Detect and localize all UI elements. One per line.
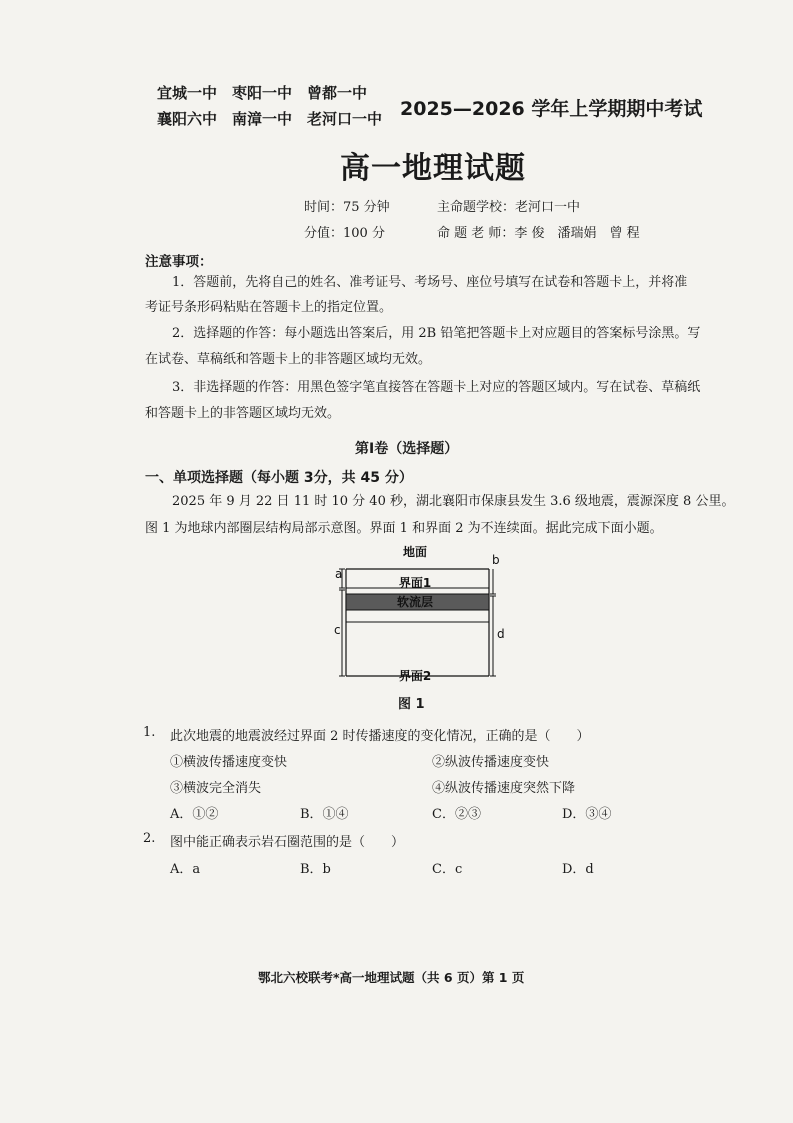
question-1-option-a: A．①② — [170, 807, 219, 822]
earth-layers-diagram — [326, 544, 516, 682]
notes-heading: 注意事项： — [145, 254, 213, 270]
range-c-letter: c — [334, 623, 341, 637]
exam-score: 分值：100 分 — [304, 226, 385, 241]
note-line-1: 1．答题前，先将自己的姓名、准考证号、考场号、座位号填写在试卷和答题卡上，并将准 — [172, 275, 688, 290]
page-footer: 鄂北六校联考*高一地理试题（共 6 页）第 1 页 — [258, 970, 525, 985]
question-1-statement-3: ③横波完全消失 — [170, 781, 262, 796]
question-1-statement-4: ④纵波传播速度突然下降 — [432, 781, 576, 796]
range-a-letter: a — [335, 567, 343, 581]
schools-row-1: 宜城一中 枣阳一中 曾都一中 — [157, 84, 368, 102]
exam-name: 2025—2026 学年上学期期中考试 — [400, 98, 703, 120]
note-line-3: 2．选择题的作答：每小题选出答案后，用 2B 铅笔把答题卡上对应题目的答案标号涂黑。写 — [172, 326, 701, 341]
setting-school: 主命题学校：老河口一中 — [437, 200, 581, 215]
question-1-option-c: C．②③ — [432, 807, 481, 822]
part-heading: 一、单项选择题（每小题 3分，共 45 分） — [145, 470, 413, 486]
asthenosphere-label: 软流层 — [396, 595, 434, 609]
note-line-6: 和答题卡上的非答题区域均无效。 — [145, 406, 341, 421]
question-1-stem: 此次地震的地震波经过界面 2 时传播速度的变化情况，正确的是（ ） — [170, 729, 590, 744]
question-2-option-d: D．d — [562, 862, 594, 877]
question-1-option-b: B．①④ — [300, 807, 349, 822]
question-2-option-c: C．c — [432, 862, 463, 877]
question-1-statement-2: ②纵波传播速度变快 — [432, 755, 550, 770]
question-2-option-b: B．b — [300, 862, 331, 877]
range-d-letter: d — [497, 627, 505, 641]
setting-teachers: 命 题 老 师：李 俊 潘瑞娟 曾 程 — [437, 226, 640, 241]
note-line-5: 3．非选择题的作答：用黑色签字笔直接答在答题卡上对应的答题区域内。写在试卷、草稿纸 — [172, 380, 701, 395]
note-line-4: 在试卷、草稿纸和答题卡上的非答题区域均无效。 — [145, 352, 432, 367]
volume-heading: 第Ⅰ卷（选择题） — [355, 441, 459, 457]
intro-line-2: 图 1 为地球内部圈层结构局部示意图。界面 1 和界面 2 为不连续面。据此完成下面小题。 — [145, 521, 663, 536]
intro-line-1: 2025 年 9 月 22 日 11 时 10 分 40 秒，湖北襄阳市保康县发生 3.6 级地震，震源深度 8 公里。 — [172, 494, 735, 509]
surface-label: 地面 — [402, 545, 428, 559]
interface-1-label: 界面1 — [398, 576, 432, 590]
figure-caption: 图 1 — [398, 697, 425, 712]
schools-row-2: 襄阳六中 南漳一中 老河口一中 — [157, 110, 383, 128]
interface-2-label: 界面2 — [398, 669, 432, 682]
question-2-stem: 图中能正确表示岩石圈范围的是（ ） — [170, 835, 405, 850]
question-1-statement-1: ①横波传播速度变快 — [170, 755, 288, 770]
question-2-option-a: A．a — [170, 862, 201, 877]
range-b-letter: b — [492, 553, 500, 567]
question-1-number: 1. — [143, 725, 156, 740]
question-2-number: 2. — [143, 831, 156, 846]
page-title: 高一地理试题 — [340, 151, 526, 186]
note-line-2: 考证号条形码粘贴在答题卡上的指定位置。 — [145, 300, 393, 315]
exam-time: 时间：75 分钟 — [304, 200, 390, 215]
question-1-option-d: D．③④ — [562, 807, 612, 822]
